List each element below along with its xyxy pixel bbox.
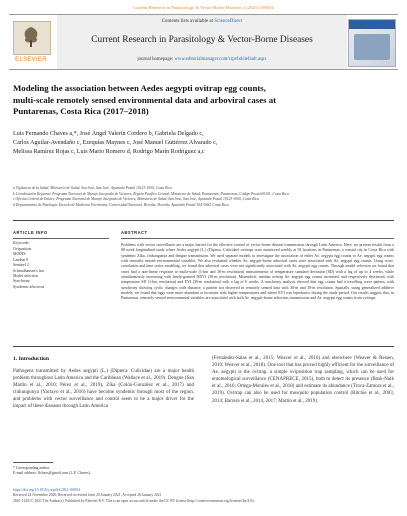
keyword-item: MODIS — [13, 252, 26, 257]
keyword-item: Schmalhausen's law — [13, 268, 45, 273]
title-line: Puntarenas, Costa Rica (2017–2018) — [13, 106, 149, 116]
author-line[interactable]: Luis Fernando Chaves a,*, José Ángel Valerín Cordero b, Gabriela Delgado c, — [13, 131, 204, 137]
contents-prefix: Contents lists available at — [161, 19, 213, 24]
journal-cover-thumbnail[interactable] — [348, 19, 396, 67]
corresponding-author: * Corresponding author. — [13, 466, 50, 470]
introduction-left-column: Pathogens transmitted by Aedes aegypti (L.) (Diptera: Culicidae) are a major health problem throughout Latin America and the Caribbean (Wallace et al., 2019). Dengue (San Martín et al., 2010; Pérez et al., 2019), Zika (Colón-González et al., 2017) and chikungunya (Yactayo et al., 2016) have become syndemic through most of the region, and problems with vector surveillance and control seem to be a major driver for the impact of these diseases through Latin America — [13, 369, 194, 410]
copyright-notice: 2667-114X/© 2021 The Author(s). Published by Elsevier B.V. This is an open access article under the CC BY license (http://creativecommons.org/licenses/by/4.0/). — [13, 498, 256, 503]
affiliation-item: a Vigilancia de la Salud, Ministerio de Salud, San José, San José, Apartado Postal 10123-1000, Costa Rica — [13, 186, 172, 190]
divider — [121, 238, 394, 239]
author-line[interactable]: Melissa Ramírez Rojas c, Luis Mario Romero d, Rodrigo Marín Rodríguez a,c — [13, 149, 205, 155]
abstract-section — [121, 230, 394, 301]
cover-band — [349, 20, 395, 29]
cover-image — [354, 34, 390, 60]
footnote-divider — [13, 462, 53, 463]
received-dates: Received 24 November 2020; Received in revised form 20 January 2021; Accepted 26 January 2021 — [13, 493, 162, 498]
sciencedirect-link[interactable]: ScienceDirect — [214, 19, 243, 24]
keyword-item: Model selection — [13, 274, 38, 279]
masthead-center — [57, 15, 347, 69]
footnote — [13, 466, 194, 476]
keyword-item: Sentinel 2 — [13, 263, 29, 268]
elsevier-logo[interactable] — [9, 19, 53, 65]
affiliation-item: b Coordinación Regional, Programa Nacional de Manejo Integrado de Vectores, Región Pacífico Central, Ministerio de Salud, Puntarenas, Puntarenas, Código Postal 60101, Costa Rica — [13, 191, 289, 196]
divider — [13, 220, 394, 221]
journal-citation[interactable]: Current Research in Parasitology & Vector-Borne Diseases 1 (2021) 100014 — [133, 5, 274, 10]
affiliation-item: c Oficina Central de Enlace, Programa Nacional de Manejo Integrado de Vectores, Ministerio de Salud, San José, San José, Apartado Postal 10123-1000, Costa Rica — [13, 197, 259, 201]
homepage-prefix: journal homepage: — [137, 57, 174, 62]
keyword-item: Synchrony — [13, 279, 30, 284]
author-line[interactable]: Carlos Aguilar-Avendaño c, Ezequías Maynes c, José Manuel Gutiérrez Alvarado c, — [13, 140, 218, 146]
affiliation-item: d Departamento de Patología, Escuela de Medicina Veterinaria, Universidad Nacional, Heredia, Heredia, Apartado Postal 304-3000, Costa Rica — [13, 202, 229, 207]
contents-line — [57, 19, 347, 24]
keyword-item: Syndemic arbovirus — [13, 284, 45, 289]
tree-icon — [21, 25, 41, 47]
article-info — [13, 230, 109, 290]
keyword-list — [13, 247, 109, 290]
email-address[interactable]: E-mail address: lfchavs@gmail.com (L.F. Chaves). — [13, 471, 91, 476]
introduction-heading: 1. Introduction — [13, 356, 49, 362]
journal-title: Current Research in Parasitology & Vector-Borne Diseases — [91, 35, 313, 45]
journal-masthead — [9, 14, 398, 70]
introduction-right-column: (Fernández-Salas et al., 2015; Weaver et al., 2016) and elsewhere (Weaver & Reisen, 2010; Weaver et al., 2018). One tool that has proved highly efficient for the surveillance of Ae. aegypti is the ovitrap, a simple oviposition trap sampling, which can be used for entomological surveillance (CENAPRECE, 2015), both to detect its presence (Bosk-Naik et al., 2016; Ortega-Morales et al., 2018) and estimate its abundance (Troca-Zamora et al., 2019). Ovitrap can also be used for mosquito population control (Ritchie et al., 2003, 2014; Barrera et al., 2014, 2017; Martin et al., 2019). — [212, 356, 394, 404]
divider — [13, 346, 394, 347]
article-title — [13, 83, 393, 118]
article-metadata — [13, 488, 394, 504]
homepage-line — [57, 57, 347, 62]
title-line: multi-scale remotely sensed environmental data and arboviral cases at — [13, 94, 277, 105]
publisher-name: ELSEVIER — [15, 57, 47, 63]
title-line: Modeling the association between Aedes aegypti ovitrap egg counts, — [13, 83, 266, 93]
doi-link[interactable]: https://doi.org/10.1016/j.crpvbd.2021.100014 — [13, 488, 81, 492]
abstract-text: Problems with vector surveillance are a major barrier for the effective control of vector-borne disease transmission through Latin America. Here, we present results from a 80-week longitudinal study where Aedes aegypti (L.) (Diptera: Culicidae) ovitraps were monitored weekly at 92 locations in Puntarenas, a coastal city in Costa Rica with syndemic Zika, chikungunya and dengue transmission. We used separate models to investigate the association of either Ae. aegypti egg counts or Ae. aegypti egg counts with remotely sensed environmental variables. We also evaluated whether Ae. aegypti-borne arboviral cases were associated with Ae. aegypti egg counts. Using cross-correlation and time series modeling, we found that arboviral cases were not significantly associated with Ae. aegypti egg counts. Through model selection we found that cases had a non-linear response to multi-scale (1-km and 30-m resolution) measurements of temperature standard deviation (SD) with a lag of up to 4 weeks, while simultaneously increasing with finely-grained NDVI (30-m resolution). Meanwhile, median ovitrap Ae. aegypti egg counts increased, and respectively decreased, with temperature SD (1-km resolution) and EVI (30-m resolution) with a lag of 6 weeks. A synchrony analysis showed that egg counts had a travelling wave pattern, with synchrony showing cyclic changes with distance, a pattern not observed in remotely sensed data with 30-m and 10-m resolution. Spatially, using generalized additive models, we found that eggs were more abundant at locations with higher temperatures and where EVI was leptokurtic during the study period. Our results suggest that, in Puntarenas, remotely sensed environmental variables are associated with both Ae. aegypti-borne arbovirus transmission and Ae. aegypti egg counts from ovitraps. — [121, 242, 394, 301]
article-info-heading: ARTICLE INFO — [13, 230, 48, 235]
abstract-heading: ABSTRACT — [121, 230, 148, 235]
author-list — [13, 130, 393, 157]
homepage-link[interactable]: www.editorialmanager.com/crpvbd/default.aspx — [174, 57, 267, 62]
keywords-label: Keywords: — [13, 241, 30, 245]
keyword-item: Oviposition — [13, 247, 32, 251]
divider — [13, 238, 109, 239]
affiliations — [13, 186, 393, 208]
keyword-item: Landsat 8 — [13, 257, 29, 262]
